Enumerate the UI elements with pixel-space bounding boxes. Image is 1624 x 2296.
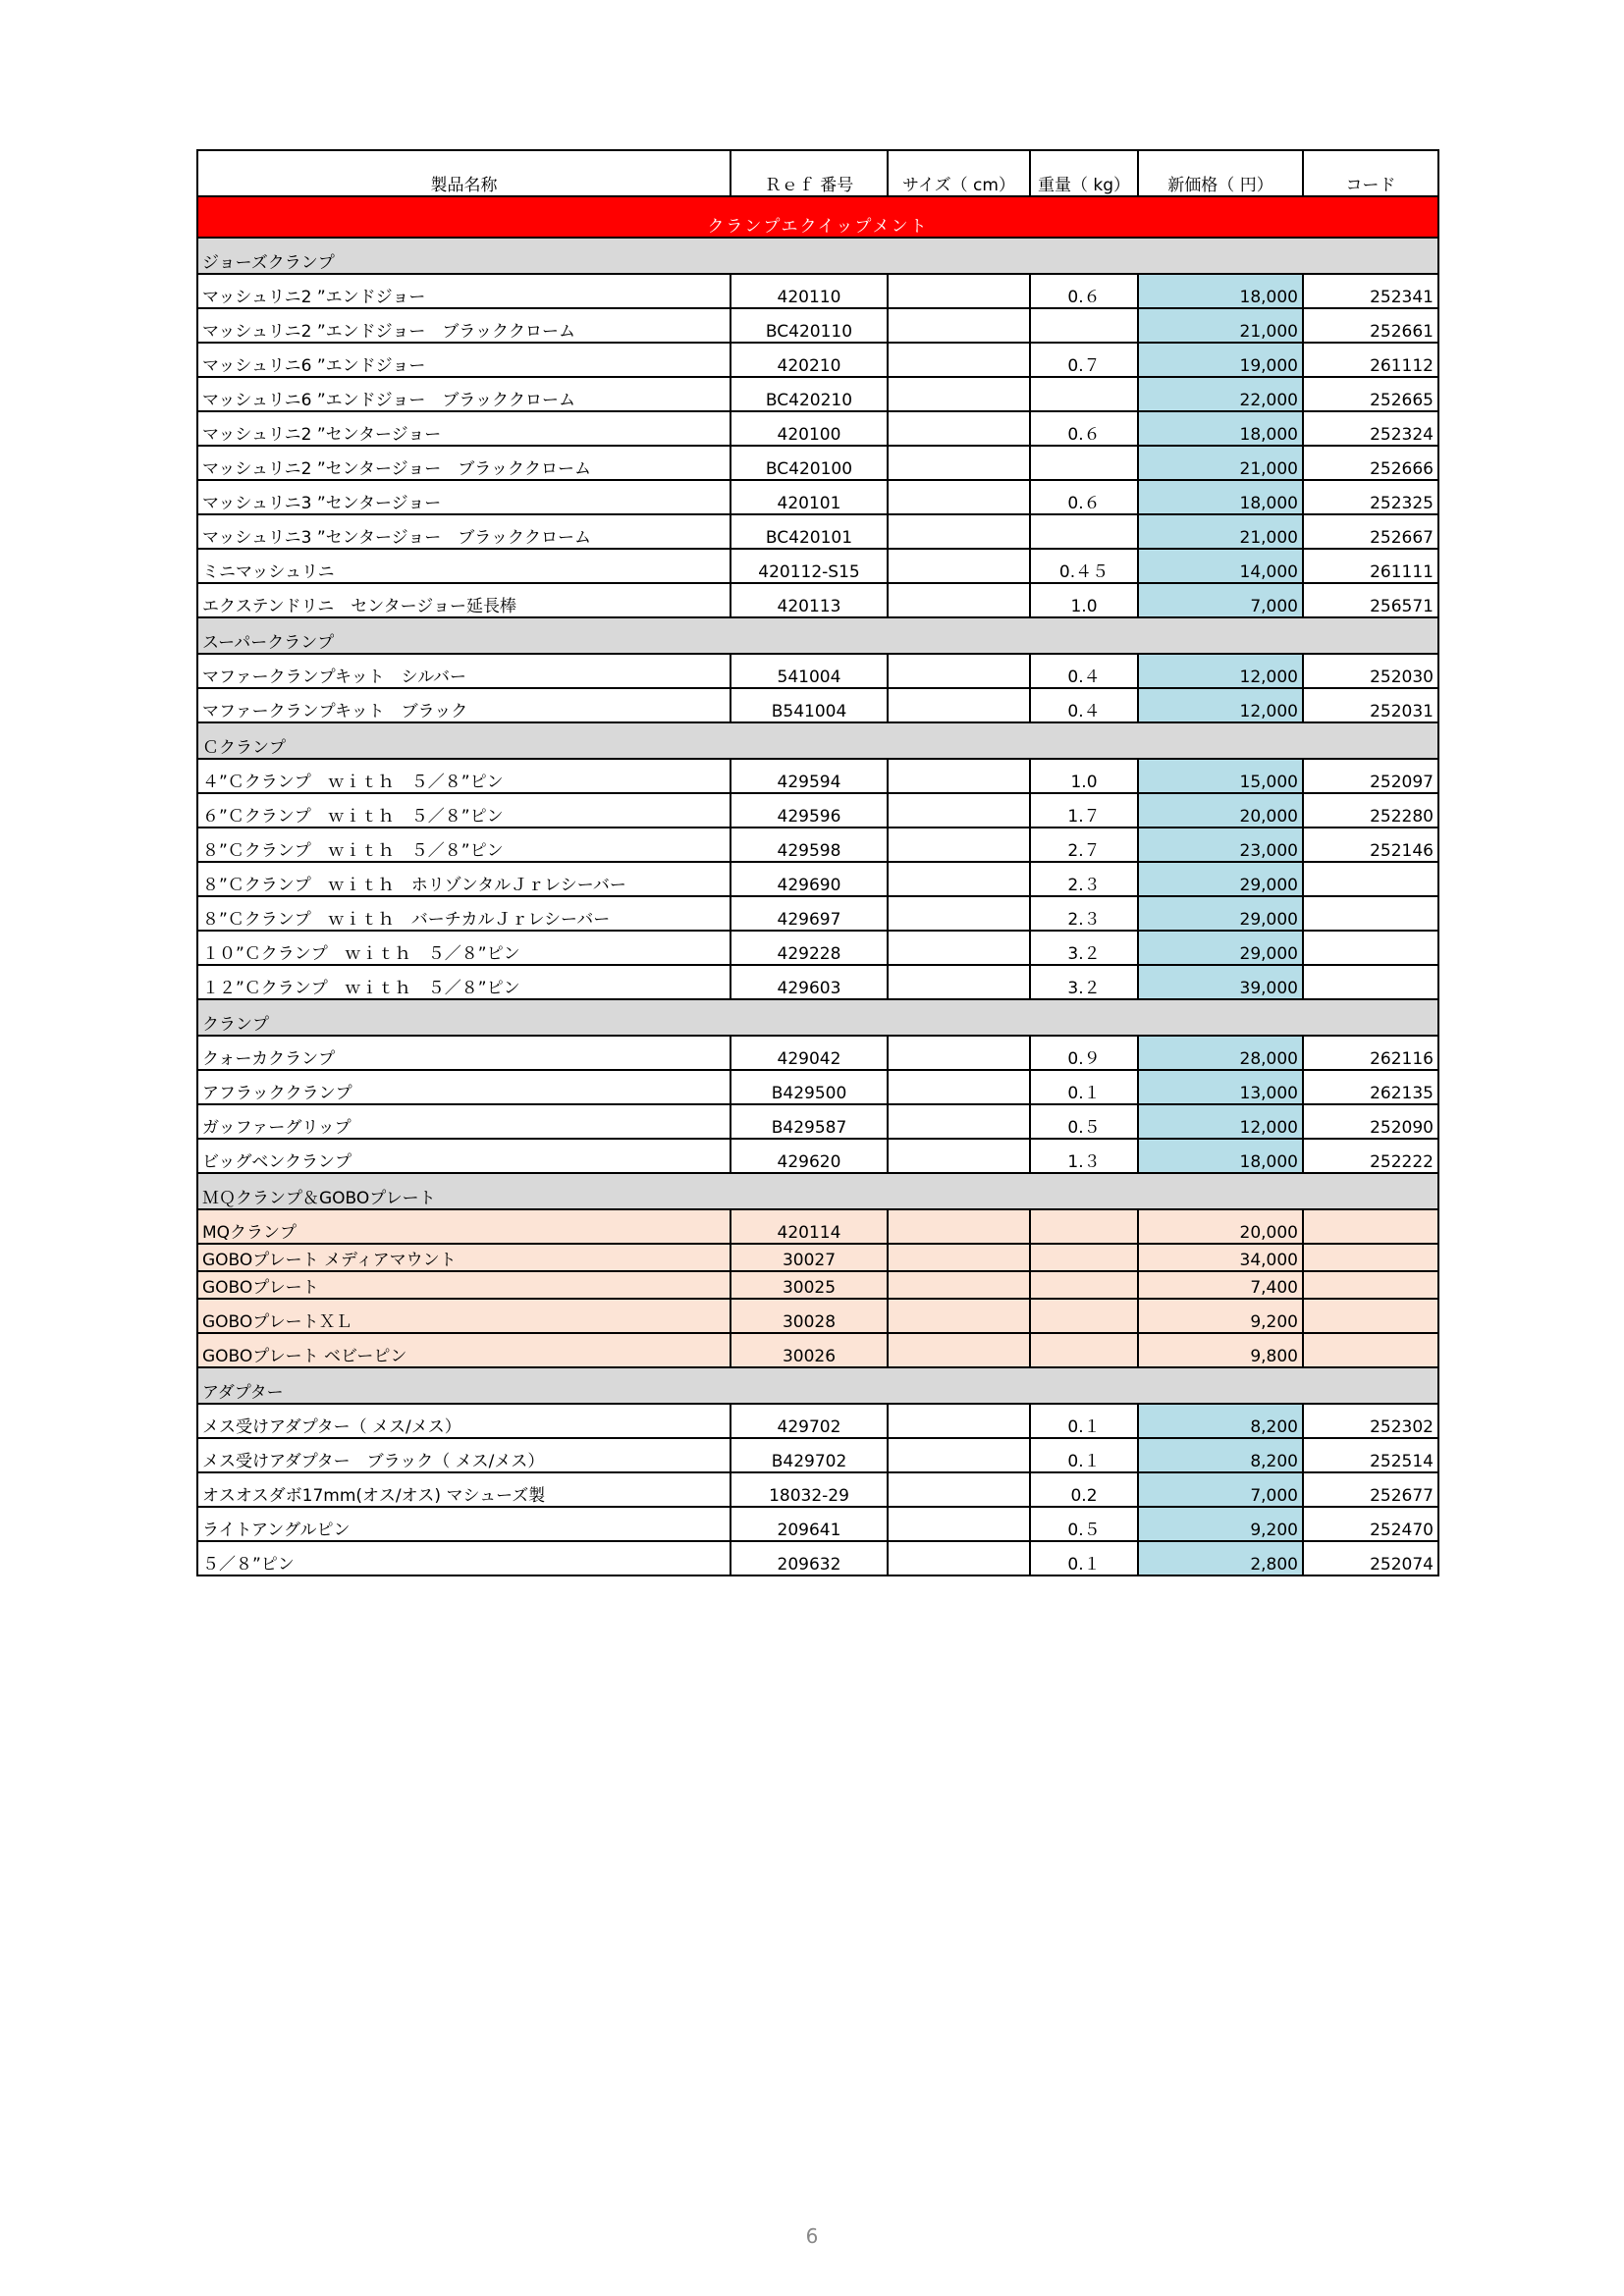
cell-weight: 0.６ bbox=[1030, 480, 1138, 514]
cell-code: 252146 bbox=[1303, 828, 1438, 862]
cell-ref: 30026 bbox=[731, 1333, 888, 1367]
cell-name: GOBOプレート メディアマウント bbox=[197, 1244, 731, 1271]
cell-ref: B429702 bbox=[731, 1438, 888, 1472]
cell-size bbox=[888, 377, 1030, 411]
cell-ref: 429603 bbox=[731, 965, 888, 999]
cell-weight bbox=[1030, 1271, 1138, 1299]
cell-weight bbox=[1030, 308, 1138, 343]
cell-size bbox=[888, 308, 1030, 343]
cell-ref: 18032-29 bbox=[731, 1472, 888, 1507]
table-row bbox=[197, 862, 1438, 896]
cell-price: 18,000 bbox=[1138, 411, 1303, 446]
cell-size bbox=[888, 480, 1030, 514]
cell-code: 252666 bbox=[1303, 446, 1438, 480]
table-row bbox=[197, 1299, 1438, 1333]
cell-code: 252324 bbox=[1303, 411, 1438, 446]
cell-name: メス受けアダプター ブラック（ メス/メス） bbox=[197, 1438, 731, 1472]
cell-ref: 30028 bbox=[731, 1299, 888, 1333]
table-row bbox=[197, 759, 1438, 793]
cell-price: 12,000 bbox=[1138, 688, 1303, 722]
table-row bbox=[197, 1139, 1438, 1173]
cell-code: 252030 bbox=[1303, 654, 1438, 688]
header-weight: 重量（ kg） bbox=[1030, 150, 1138, 196]
cell-weight: 1.0 bbox=[1030, 759, 1138, 793]
cell-name: １０”Ｃクランプ ｗｉｔｈ ５／８”ピン bbox=[197, 931, 731, 965]
cell-size bbox=[888, 1070, 1030, 1104]
table-row bbox=[197, 1507, 1438, 1541]
cell-weight: 1.３ bbox=[1030, 1139, 1138, 1173]
header-size: サイズ（ cm） bbox=[888, 150, 1030, 196]
section-row bbox=[197, 722, 1438, 759]
cell-price: 21,000 bbox=[1138, 446, 1303, 480]
cell-name: マッシュリニ6 ”エンドジョー ブラッククローム bbox=[197, 377, 731, 411]
cell-size bbox=[888, 343, 1030, 377]
table-row bbox=[197, 1472, 1438, 1507]
cell-weight: 0.１ bbox=[1030, 1404, 1138, 1438]
cell-weight: 2.７ bbox=[1030, 828, 1138, 862]
cell-code: 252677 bbox=[1303, 1472, 1438, 1507]
cell-ref: BC420100 bbox=[731, 446, 888, 480]
table-row bbox=[197, 446, 1438, 480]
cell-code: 252325 bbox=[1303, 480, 1438, 514]
cell-size bbox=[888, 1244, 1030, 1271]
section-title: Ｃクランプ bbox=[197, 722, 1438, 759]
cell-name: マッシュリニ2 ”エンドジョー ブラッククローム bbox=[197, 308, 731, 343]
table-row bbox=[197, 793, 1438, 828]
cell-ref: 429228 bbox=[731, 931, 888, 965]
cell-name: ライトアングルピン bbox=[197, 1507, 731, 1541]
section-title: ジョーズクランプ bbox=[197, 238, 1438, 274]
cell-code bbox=[1303, 931, 1438, 965]
cell-size bbox=[888, 654, 1030, 688]
cell-price: 9,200 bbox=[1138, 1299, 1303, 1333]
cell-name: GOBOプレートＸＬ bbox=[197, 1299, 731, 1333]
cell-ref: 30027 bbox=[731, 1244, 888, 1271]
table-row bbox=[197, 654, 1438, 688]
cell-code: 252341 bbox=[1303, 274, 1438, 308]
cell-ref: B429500 bbox=[731, 1070, 888, 1104]
cell-name: マッシュリニ2 ”センタージョー ブラッククローム bbox=[197, 446, 731, 480]
cell-name: クォーカクランプ bbox=[197, 1036, 731, 1070]
cell-weight: 0.４ bbox=[1030, 688, 1138, 722]
cell-price: 12,000 bbox=[1138, 1104, 1303, 1139]
cell-weight: 0.４５ bbox=[1030, 549, 1138, 583]
table-row bbox=[197, 896, 1438, 931]
cell-weight: 0.４ bbox=[1030, 654, 1138, 688]
cell-price: 28,000 bbox=[1138, 1036, 1303, 1070]
cell-size bbox=[888, 1036, 1030, 1070]
cell-weight: 0.2 bbox=[1030, 1472, 1138, 1507]
cell-price: 20,000 bbox=[1138, 793, 1303, 828]
cell-code: 252280 bbox=[1303, 793, 1438, 828]
cell-price: 34,000 bbox=[1138, 1244, 1303, 1271]
cell-price: 29,000 bbox=[1138, 862, 1303, 896]
cell-price: 9,200 bbox=[1138, 1507, 1303, 1541]
cell-name: ８”Ｃクランプ ｗｉｔｈ ５／８”ピン bbox=[197, 828, 731, 862]
cell-ref: 420114 bbox=[731, 1209, 888, 1244]
section-row bbox=[197, 617, 1438, 654]
cell-price: 18,000 bbox=[1138, 1139, 1303, 1173]
cell-ref: 420110 bbox=[731, 274, 888, 308]
table-row bbox=[197, 1438, 1438, 1472]
cell-ref: 429620 bbox=[731, 1139, 888, 1173]
cell-code: 261112 bbox=[1303, 343, 1438, 377]
cell-weight: 1.0 bbox=[1030, 583, 1138, 617]
cell-price: 7,000 bbox=[1138, 1472, 1303, 1507]
cell-code bbox=[1303, 1333, 1438, 1367]
cell-price: 7,400 bbox=[1138, 1271, 1303, 1299]
cell-price: 8,200 bbox=[1138, 1404, 1303, 1438]
cell-name: アフラッククランプ bbox=[197, 1070, 731, 1104]
cell-price: 29,000 bbox=[1138, 931, 1303, 965]
cell-code: 252470 bbox=[1303, 1507, 1438, 1541]
cell-name: ガッファーグリップ bbox=[197, 1104, 731, 1139]
section-title: アダプター bbox=[197, 1367, 1438, 1404]
cell-code bbox=[1303, 896, 1438, 931]
cell-code: 262135 bbox=[1303, 1070, 1438, 1104]
cell-size bbox=[888, 1472, 1030, 1507]
cell-name: マッシュリニ6 ”エンドジョー bbox=[197, 343, 731, 377]
cell-ref: 429596 bbox=[731, 793, 888, 828]
table-row bbox=[197, 1541, 1438, 1575]
cell-size bbox=[888, 1404, 1030, 1438]
cell-weight bbox=[1030, 1244, 1138, 1271]
table-row bbox=[197, 931, 1438, 965]
cell-code bbox=[1303, 1209, 1438, 1244]
cell-ref: 30025 bbox=[731, 1271, 888, 1299]
table-row bbox=[197, 828, 1438, 862]
header-price: 新価格（ 円） bbox=[1138, 150, 1303, 196]
cell-name: オスオスダボ17mm(オス/オス) マシューズ製 bbox=[197, 1472, 731, 1507]
table-row bbox=[197, 1070, 1438, 1104]
table-row bbox=[197, 480, 1438, 514]
cell-name: ８”Ｃクランプ ｗｉｔｈ バーチカルＪｒレシーバー bbox=[197, 896, 731, 931]
cell-size bbox=[888, 1299, 1030, 1333]
cell-weight: 2.３ bbox=[1030, 862, 1138, 896]
cell-weight bbox=[1030, 1333, 1138, 1367]
cell-price: 2,800 bbox=[1138, 1541, 1303, 1575]
cell-name: エクステンドリニ センタージョー延長棒 bbox=[197, 583, 731, 617]
cell-weight: 3.２ bbox=[1030, 931, 1138, 965]
cell-name: マッシュリニ2 ”エンドジョー bbox=[197, 274, 731, 308]
cell-weight: 0.１ bbox=[1030, 1541, 1138, 1575]
cell-weight: 0.５ bbox=[1030, 1507, 1138, 1541]
cell-price: 9,800 bbox=[1138, 1333, 1303, 1367]
cell-size bbox=[888, 1438, 1030, 1472]
section-title: スーパークランプ bbox=[197, 617, 1438, 654]
cell-name: ビッグベンクランプ bbox=[197, 1139, 731, 1173]
cell-ref: 429042 bbox=[731, 1036, 888, 1070]
table-row bbox=[197, 308, 1438, 343]
section-row bbox=[197, 1173, 1438, 1209]
header-row bbox=[197, 150, 1438, 196]
table-title: クランプエクイップメント bbox=[197, 196, 1438, 238]
cell-name: GOBOプレート ベビーピン bbox=[197, 1333, 731, 1367]
cell-name: MQクランプ bbox=[197, 1209, 731, 1244]
cell-name: マファークランプキット ブラック bbox=[197, 688, 731, 722]
cell-name: GOBOプレート bbox=[197, 1271, 731, 1299]
cell-ref: B429587 bbox=[731, 1104, 888, 1139]
cell-weight bbox=[1030, 377, 1138, 411]
table-row bbox=[197, 549, 1438, 583]
table-row bbox=[197, 1404, 1438, 1438]
cell-ref: 429702 bbox=[731, 1404, 888, 1438]
cell-size bbox=[888, 549, 1030, 583]
section-row bbox=[197, 238, 1438, 274]
table-row bbox=[197, 1244, 1438, 1271]
table-row bbox=[197, 411, 1438, 446]
cell-size bbox=[888, 862, 1030, 896]
cell-name: ４”Ｃクランプ ｗｉｔｈ ５／８”ピン bbox=[197, 759, 731, 793]
cell-code bbox=[1303, 1244, 1438, 1271]
cell-price: 21,000 bbox=[1138, 308, 1303, 343]
cell-code: 261111 bbox=[1303, 549, 1438, 583]
cell-size bbox=[888, 965, 1030, 999]
cell-code bbox=[1303, 862, 1438, 896]
cell-price: 18,000 bbox=[1138, 480, 1303, 514]
cell-code: 252665 bbox=[1303, 377, 1438, 411]
cell-code bbox=[1303, 1299, 1438, 1333]
cell-price: 39,000 bbox=[1138, 965, 1303, 999]
cell-size bbox=[888, 688, 1030, 722]
cell-ref: 209632 bbox=[731, 1541, 888, 1575]
cell-ref: BC420110 bbox=[731, 308, 888, 343]
table-row bbox=[197, 583, 1438, 617]
cell-ref: 429697 bbox=[731, 896, 888, 931]
cell-ref: 541004 bbox=[731, 654, 888, 688]
cell-ref: 420100 bbox=[731, 411, 888, 446]
cell-ref: 420210 bbox=[731, 343, 888, 377]
cell-code: 252090 bbox=[1303, 1104, 1438, 1139]
table-row bbox=[197, 514, 1438, 549]
cell-size bbox=[888, 1333, 1030, 1367]
cell-code: 252074 bbox=[1303, 1541, 1438, 1575]
cell-name: ８”Ｃクランプ ｗｉｔｈ ホリゾンタルＪｒレシーバー bbox=[197, 862, 731, 896]
cell-price: 18,000 bbox=[1138, 274, 1303, 308]
header-ref: Ｒｅｆ 番号 bbox=[731, 150, 888, 196]
cell-ref: 420112-S15 bbox=[731, 549, 888, 583]
cell-ref: 429598 bbox=[731, 828, 888, 862]
cell-price: 21,000 bbox=[1138, 514, 1303, 549]
cell-weight bbox=[1030, 1209, 1138, 1244]
title-row bbox=[197, 196, 1438, 238]
cell-name: ミニマッシュリニ bbox=[197, 549, 731, 583]
cell-weight: 0.１ bbox=[1030, 1438, 1138, 1472]
cell-price: 7,000 bbox=[1138, 583, 1303, 617]
cell-size bbox=[888, 759, 1030, 793]
cell-name: １２”Ｃクランプ ｗｉｔｈ ５／８”ピン bbox=[197, 965, 731, 999]
cell-weight: 0.６ bbox=[1030, 411, 1138, 446]
cell-size bbox=[888, 793, 1030, 828]
section-title: ＭＱクランプ＆GOBOプレート bbox=[197, 1173, 1438, 1209]
cell-price: 13,000 bbox=[1138, 1070, 1303, 1104]
cell-code: 262116 bbox=[1303, 1036, 1438, 1070]
cell-weight: 0.１ bbox=[1030, 1070, 1138, 1104]
cell-ref: BC420210 bbox=[731, 377, 888, 411]
cell-size bbox=[888, 514, 1030, 549]
cell-code: 252222 bbox=[1303, 1139, 1438, 1173]
cell-weight: 2.３ bbox=[1030, 896, 1138, 931]
cell-ref: 209641 bbox=[731, 1507, 888, 1541]
table-row bbox=[197, 1333, 1438, 1367]
cell-size bbox=[888, 446, 1030, 480]
table-row bbox=[197, 343, 1438, 377]
cell-size bbox=[888, 896, 1030, 931]
cell-code bbox=[1303, 965, 1438, 999]
cell-name: マッシュリニ3 ”センタージョー ブラッククローム bbox=[197, 514, 731, 549]
cell-ref: B541004 bbox=[731, 688, 888, 722]
cell-code: 252302 bbox=[1303, 1404, 1438, 1438]
table-row bbox=[197, 1104, 1438, 1139]
cell-weight: 1.７ bbox=[1030, 793, 1138, 828]
cell-price: 22,000 bbox=[1138, 377, 1303, 411]
cell-name: メス受けアダプター（ メス/メス） bbox=[197, 1404, 731, 1438]
page-number: 6 bbox=[805, 2224, 819, 2248]
cell-code: 252514 bbox=[1303, 1438, 1438, 1472]
cell-name: マファークランプキット シルバー bbox=[197, 654, 731, 688]
cell-weight: 3.２ bbox=[1030, 965, 1138, 999]
cell-name: マッシュリニ2 ”センタージョー bbox=[197, 411, 731, 446]
cell-ref: 429690 bbox=[731, 862, 888, 896]
cell-size bbox=[888, 1209, 1030, 1244]
cell-code bbox=[1303, 1271, 1438, 1299]
cell-name: マッシュリニ3 ”センタージョー bbox=[197, 480, 731, 514]
cell-code: 256571 bbox=[1303, 583, 1438, 617]
cell-price: 8,200 bbox=[1138, 1438, 1303, 1472]
header-name: 製品名称 bbox=[197, 150, 731, 196]
cell-size bbox=[888, 1541, 1030, 1575]
table-row bbox=[197, 274, 1438, 308]
cell-ref: 420113 bbox=[731, 583, 888, 617]
cell-size bbox=[888, 828, 1030, 862]
cell-size bbox=[888, 1139, 1030, 1173]
cell-size bbox=[888, 411, 1030, 446]
cell-weight bbox=[1030, 514, 1138, 549]
cell-price: 12,000 bbox=[1138, 654, 1303, 688]
cell-code: 252661 bbox=[1303, 308, 1438, 343]
cell-size bbox=[888, 1104, 1030, 1139]
cell-price: 15,000 bbox=[1138, 759, 1303, 793]
cell-code: 252097 bbox=[1303, 759, 1438, 793]
cell-weight bbox=[1030, 1299, 1138, 1333]
cell-size bbox=[888, 583, 1030, 617]
cell-price: 14,000 bbox=[1138, 549, 1303, 583]
section-row bbox=[197, 999, 1438, 1036]
cell-code: 252667 bbox=[1303, 514, 1438, 549]
cell-ref: 429594 bbox=[731, 759, 888, 793]
table-row bbox=[197, 1209, 1438, 1244]
cell-name: ６”Ｃクランプ ｗｉｔｈ ５／８”ピン bbox=[197, 793, 731, 828]
table-row bbox=[197, 1036, 1438, 1070]
cell-weight: 0.５ bbox=[1030, 1104, 1138, 1139]
cell-size bbox=[888, 1271, 1030, 1299]
table-row bbox=[197, 377, 1438, 411]
cell-weight: 0.７ bbox=[1030, 343, 1138, 377]
cell-size bbox=[888, 274, 1030, 308]
table-row bbox=[197, 965, 1438, 999]
cell-weight bbox=[1030, 446, 1138, 480]
cell-weight: 0.６ bbox=[1030, 274, 1138, 308]
cell-price: 23,000 bbox=[1138, 828, 1303, 862]
cell-price: 29,000 bbox=[1138, 896, 1303, 931]
cell-ref: BC420101 bbox=[731, 514, 888, 549]
section-row bbox=[197, 1367, 1438, 1404]
cell-size bbox=[888, 1507, 1030, 1541]
cell-weight: 0.９ bbox=[1030, 1036, 1138, 1070]
header-code: コード bbox=[1303, 150, 1438, 196]
cell-price: 20,000 bbox=[1138, 1209, 1303, 1244]
cell-code: 252031 bbox=[1303, 688, 1438, 722]
cell-size bbox=[888, 931, 1030, 965]
table-row bbox=[197, 1271, 1438, 1299]
section-title: クランプ bbox=[197, 999, 1438, 1036]
table-row bbox=[197, 688, 1438, 722]
cell-name: ５／８”ピン bbox=[197, 1541, 731, 1575]
price-table bbox=[196, 149, 1439, 1576]
cell-ref: 420101 bbox=[731, 480, 888, 514]
cell-price: 19,000 bbox=[1138, 343, 1303, 377]
